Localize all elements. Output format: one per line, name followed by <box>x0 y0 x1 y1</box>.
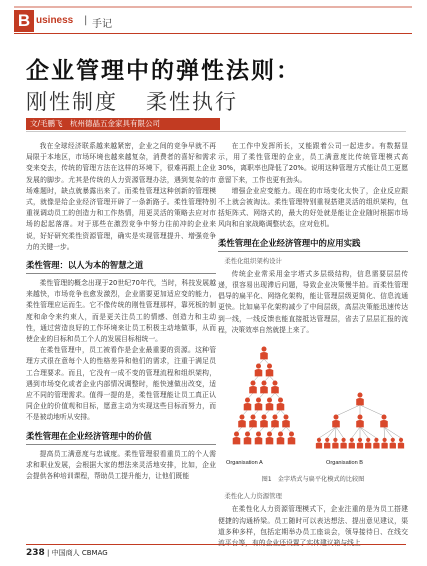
flat-organisation <box>316 393 404 449</box>
section-name: usiness <box>36 15 74 26</box>
page-header <box>14 10 412 34</box>
header-top-rule <box>14 6 412 8</box>
person-icon <box>288 432 296 445</box>
person-icon <box>381 438 387 449</box>
body-paragraph: 柔性管理的概念出现于20世纪70年代，当时，科技发展越来越快，市场竞争也愈发激烈，企业需要更加适应变的能力，柔性管理应运而生。它不像传统的刚性管理那样，靠死板的制度和命令来约束人，而是更关注员工的情感、创造力和主动性，通过营造良好的工作环境来让员工积极主动地做事，从而使企业的目标和员工个人的发展目标相统一。 <box>26 279 216 344</box>
business-logo-mark: B <box>14 10 34 32</box>
person-icon <box>373 438 379 449</box>
person-icon <box>282 415 290 428</box>
person-icon <box>340 438 346 449</box>
person-icon <box>277 398 285 411</box>
person-icon <box>266 432 274 445</box>
body-paragraph: 在工作中发挥所长，又能跟着公司一起进步。有数据显示，用了柔性管理的企业，员工满意度比传统管理模式高30%，离职率也降低了20%。说明这种管理方式能让员工更愿意留下来，工作也更有劲头。 <box>218 142 408 184</box>
article-title: 企业管理中的弹性法则： <box>26 58 301 84</box>
person-icon <box>271 381 279 394</box>
footer-separator: | <box>47 549 52 557</box>
body-paragraph: 传统企业常采用金字塔式多层级结构，信息需要层层传递，很容易出现滞后问题，导致企业决策慢半拍。而柔性管理倡导的扁平化、网络化架构，能让管理层级更简化、信息流通更快。比如扁平化架构减少了中间层级，高层决策能迅速传达到一线，一线反馈也能直接抵达管理层，省去了层层汇报的流程，决策效率自然就提上来了。 <box>218 269 408 334</box>
person-icon <box>233 432 241 445</box>
person-icon <box>332 415 340 428</box>
person-icon <box>356 393 364 406</box>
footer-rule <box>26 544 406 545</box>
article-subtitle <box>26 86 238 116</box>
section-heading: 柔性管理：以人为本的智慧之道 <box>26 259 216 274</box>
person-icon <box>255 432 263 445</box>
person-icon <box>266 364 274 377</box>
person-icon <box>266 398 274 411</box>
org-structure-figure <box>218 342 408 472</box>
person-icon <box>390 438 396 449</box>
org-figure-graphic <box>218 342 408 472</box>
person-icon <box>332 438 338 449</box>
left-column <box>26 141 216 482</box>
person-icon <box>356 415 364 428</box>
person-icon <box>249 415 257 428</box>
person-icon <box>316 438 322 449</box>
body-paragraph: 在柔性化人力资源管理模式下，企业注重的是为员工搭建便捷的沟通桥梁。员工随时可以表达想法、提出意见建议，渠道多种多样，包括定期举办员工座谈会，领导接待日、在线交 <box>218 505 408 536</box>
figure-caption: 图1 金字塔式与扁平化模式的比较图 <box>261 476 365 484</box>
person-icon <box>349 438 355 449</box>
subsection-heading: 柔性化人力资源管理 <box>224 492 282 501</box>
person-icon <box>324 438 330 449</box>
figure-label-b: Organisation B <box>326 460 364 467</box>
header-rule <box>14 33 412 34</box>
person-icon <box>380 415 388 428</box>
page-number: 238 <box>26 548 45 558</box>
header-separator: | <box>84 15 88 26</box>
person-icon <box>398 438 404 449</box>
column-name: 手记 <box>92 19 112 30</box>
person-icon <box>271 415 279 428</box>
person-icon <box>238 415 246 428</box>
byline-rule <box>26 131 406 132</box>
person-icon <box>277 432 285 445</box>
right-column <box>218 141 408 549</box>
figure-label-a: Organisation A <box>226 460 263 467</box>
person-icon <box>244 398 252 411</box>
person-icon <box>260 415 268 428</box>
subsection-heading: 柔性化组织架构设计 <box>224 256 282 265</box>
person-icon <box>249 381 257 394</box>
section-heading: 柔性管理在企业经济管理中的价值 <box>26 430 216 445</box>
person-icon <box>255 398 263 411</box>
person-icon <box>260 347 268 360</box>
subtitle-part-a: 刚性制度 <box>26 90 118 114</box>
magazine-name: 中国商人 CBMAG <box>51 549 108 557</box>
intro-paragraph: 我在全球经济联系越来越紧密，企业之间的竞争早就不再局限于本地区，市场环境也越来越复杂，消费者的喜好和需求变来变去，传统的管理方法在这样的环境下，很难再跟上企业发展的脚步。尤其是传统的人力资源管理办法，遇到复杂的市场难题时，缺点就暴露出来了。而柔性管理这种创新的管理模式，就像是给企业经济管理开辟了一条新路子。柔性管理特别重视调动员工的创造力和工作热情，用更灵活的策略去应对市场的起起落落。对于那些在激烈竞争中努力往前冲的企业来说，好好研究柔性资源管理，确实是实现管理提升、增强竞争力的关键一步。 <box>26 142 216 251</box>
body-paragraph: 增强企业应变能力。现在的市场变化太快了，企业反应跟不上就会被淘汰。柔性管理特别重视搭建灵活的组织架构，包括矩阵式、网络式的，最大的好处就是能让企业随时根据市场风向和自家战略调整状态，应对危机。 <box>218 186 408 229</box>
body-paragraph: 提高员工满意度与忠诚度。柔性管理很看重员工的个人需求和职业发展，会根据大家的想法来灵活地安排，比如，企业会提供各种培训课程，帮助员工提升能力，让他们既能 <box>26 449 216 481</box>
subtitle-part-b: 柔性执行 <box>146 90 238 114</box>
pyramid-organisation <box>233 347 296 445</box>
person-icon <box>357 438 363 449</box>
person-icon <box>244 432 252 445</box>
person-icon <box>260 381 268 394</box>
section-heading: 柔性管理在企业经济管理中的应用实践 <box>218 237 408 252</box>
person-icon <box>365 438 371 449</box>
page-footer <box>26 548 108 558</box>
body-paragraph: 在柔性管理中，员工被看作是企业最重要的资源。这种管理方式很在意每个人的性格差异和他们的需求，注重于满足员工合理要求。而且，它没有一成不变的管理流程和组织架构，遇到市场变化或者企业内部情况调整时，能快速做出改变，适应不同的管理需求。值得一提的是，柔性管理能让员工真正认同企业的价值观和目标，愿意主动为实现这些目标而努力，而不是被动地听从安排。 <box>26 346 216 422</box>
author-byline: 文/毛鹏飞 杭州德晶五金家具有限公司 <box>26 118 220 130</box>
person-icon <box>255 364 263 377</box>
